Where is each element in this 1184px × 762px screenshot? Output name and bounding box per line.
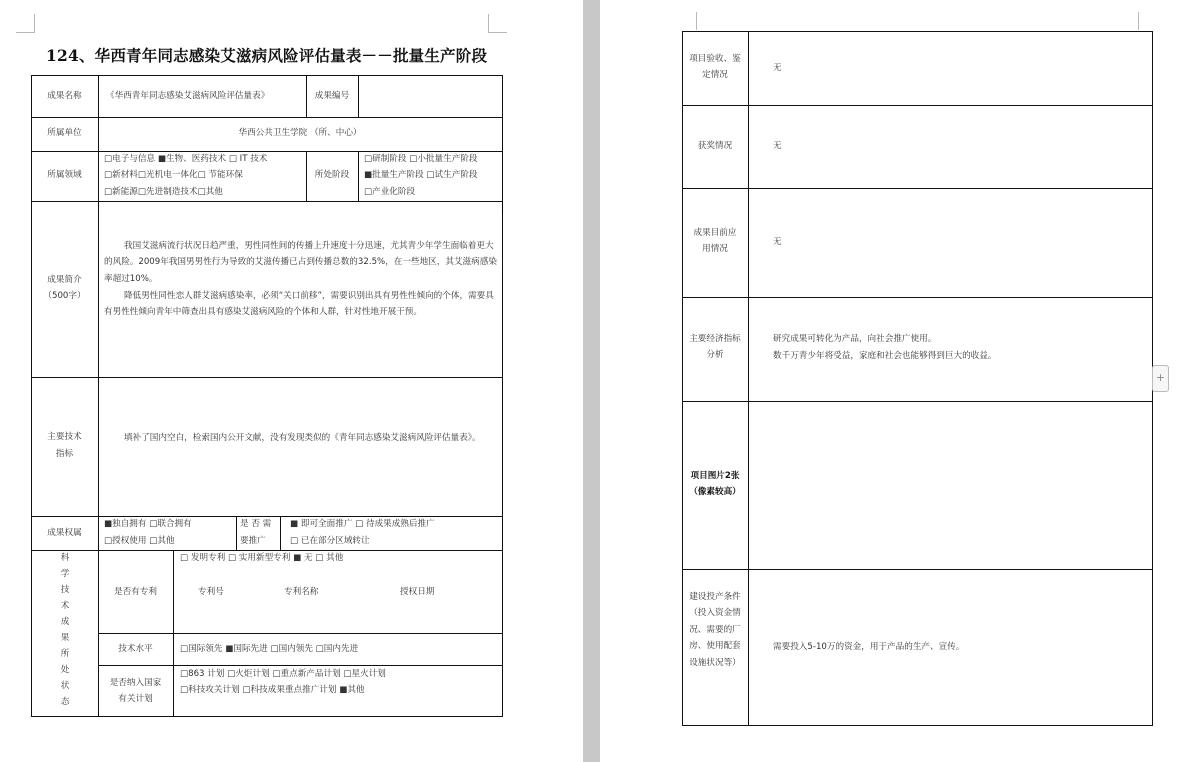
stage-option: □产业化阶段 <box>364 187 416 197</box>
stage-option: □研制阶段 □小批量生产阶段 <box>364 154 478 164</box>
patent-name-label: 专利名称 <box>284 587 319 597</box>
intro-paragraph-1: 我国艾滋病流行状况日趋严重，男性同性间的传播上升速度十分迅速，尤其青少年学生面临着更大的风险。2009年我国男男性行为导致的艾滋传播已占到传播总数的32.5%，在一些地区，其艾滋病感染率超过10%。 <box>104 241 497 284</box>
page-gap <box>583 0 600 762</box>
unit-label: 所属单位 <box>47 128 82 138</box>
corner-mark <box>488 14 507 33</box>
level-options: □国际领先 ■国际先进 □国内领先 □国内先进 <box>180 644 359 654</box>
intro-label: 成果简介 <box>47 275 82 285</box>
economic-label: 主要经济指标分析 <box>689 334 741 361</box>
plan-label-2: 有关计划 <box>118 694 153 704</box>
status-char: 态 <box>60 697 70 707</box>
status-char: 处 <box>60 665 70 675</box>
name-label: 成果名称 <box>47 91 82 101</box>
promote-row: □ 已在部分区域转让 <box>290 536 370 546</box>
status-char: 果 <box>60 633 70 643</box>
name-value: 《华西青年同志感染艾滋病风险评估量表》 <box>106 91 270 101</box>
add-row-icon[interactable]: + <box>1152 365 1169 392</box>
tech-label-2: 指标 <box>55 449 74 459</box>
patent-label: 是否有专利 <box>114 587 157 597</box>
awards-label: 获奖情况 <box>697 141 733 151</box>
ownership-row: □授权使用 □其他 <box>104 536 175 546</box>
status-char: 状 <box>60 681 70 691</box>
tech-label: 主要技术 <box>47 432 82 442</box>
status-char: 技 <box>60 585 70 595</box>
acceptance-value: 无 <box>773 63 782 73</box>
ownership-label: 成果权属 <box>47 528 82 538</box>
plan-row: □863 计划 □火炬计划 □重点新产品计划 □星火计划 <box>180 669 386 679</box>
production-label: 建设投产条件（投入资金情况、需要的厂房、使用配套设施状况等） <box>689 592 741 668</box>
economic-value-1: 研究成果可转化为产品，向社会推广使用。 <box>773 334 937 344</box>
corner-mark <box>678 12 697 30</box>
status-char: 科 <box>60 553 70 563</box>
number-label: 成果编号 <box>314 91 350 101</box>
economic-value-2: 数千万青少年将受益，家庭和社会也能够得到巨大的收益。 <box>773 351 997 361</box>
plan-label: 是否纳入国家 <box>109 678 162 688</box>
promote-row: ■ 即可全面推广 □ 待成果成熟后推广 <box>290 519 435 529</box>
application-label: 成果目前应用情况 <box>693 228 737 255</box>
level-label: 技术水平 <box>118 644 153 654</box>
field-option: □新材料□光机电一体化□ 节能环保 <box>104 170 243 180</box>
promote-label-2: 要推广 <box>240 536 266 546</box>
status-char: 术 <box>60 601 70 611</box>
patent-date-label: 授权日期 <box>400 587 435 597</box>
intro-label-count: （500字） <box>43 291 86 301</box>
corner-mark <box>16 14 35 33</box>
status-char: 学 <box>60 569 70 579</box>
application-value: 无 <box>773 237 782 247</box>
corner-mark <box>1138 12 1157 30</box>
field-option: □新能源□先进制造技术□其他 <box>104 187 223 197</box>
tech-value: 填补了国内空白，检索国内公开文献，没有发现类似的《青年同志感染艾滋病风险评估量表》。 <box>124 433 481 443</box>
awards-value: 无 <box>773 141 782 151</box>
intro-paragraph-2: 降低男性同性恋人群艾滋病感染率，必须“关口前移”，需要识别出具有男性性倾向的个体，需要具有男性性倾向青年中筛查出具有感染艾滋病风险的个体和人群，针对性地开展干预。 <box>104 291 494 318</box>
status-char: 成 <box>60 617 70 627</box>
ownership-row: ■独自拥有 □联合拥有 <box>104 519 192 529</box>
stage-label: 所处阶段 <box>314 170 350 180</box>
production-value: 需要投入5-10万的资金，用于产品的生产、宣传。 <box>773 642 965 652</box>
patent-options: □ 发明专利 □ 实用新型专利 ■ 无 □ 其他 <box>180 553 344 563</box>
document-title: 124、华西青年同志感染艾滋病风险评估量表－－批量生产阶段 <box>46 46 488 65</box>
patent-no-label: 专利号 <box>198 587 224 597</box>
field-option: □电子与信息 ■生物、医药技术 □ IT 技术 <box>104 154 268 164</box>
acceptance-label: 项目验收、鉴定情况 <box>689 54 741 81</box>
images-label-2: （像素较高） <box>689 487 741 497</box>
text-cursor <box>502 202 503 214</box>
promote-label: 是 否 需 <box>240 519 272 529</box>
unit-value: 华西公共卫生学院 （所、中心） <box>238 128 362 138</box>
field-label: 所属领域 <box>47 170 82 180</box>
images-label: 项目图片2张 <box>690 471 740 481</box>
plan-row: □科技攻关计划 □科技成果重点推广计划 ■其他 <box>180 685 365 695</box>
stage-option: ■批量生产阶段 □试生产阶段 <box>364 170 478 180</box>
status-char: 所 <box>60 649 70 659</box>
